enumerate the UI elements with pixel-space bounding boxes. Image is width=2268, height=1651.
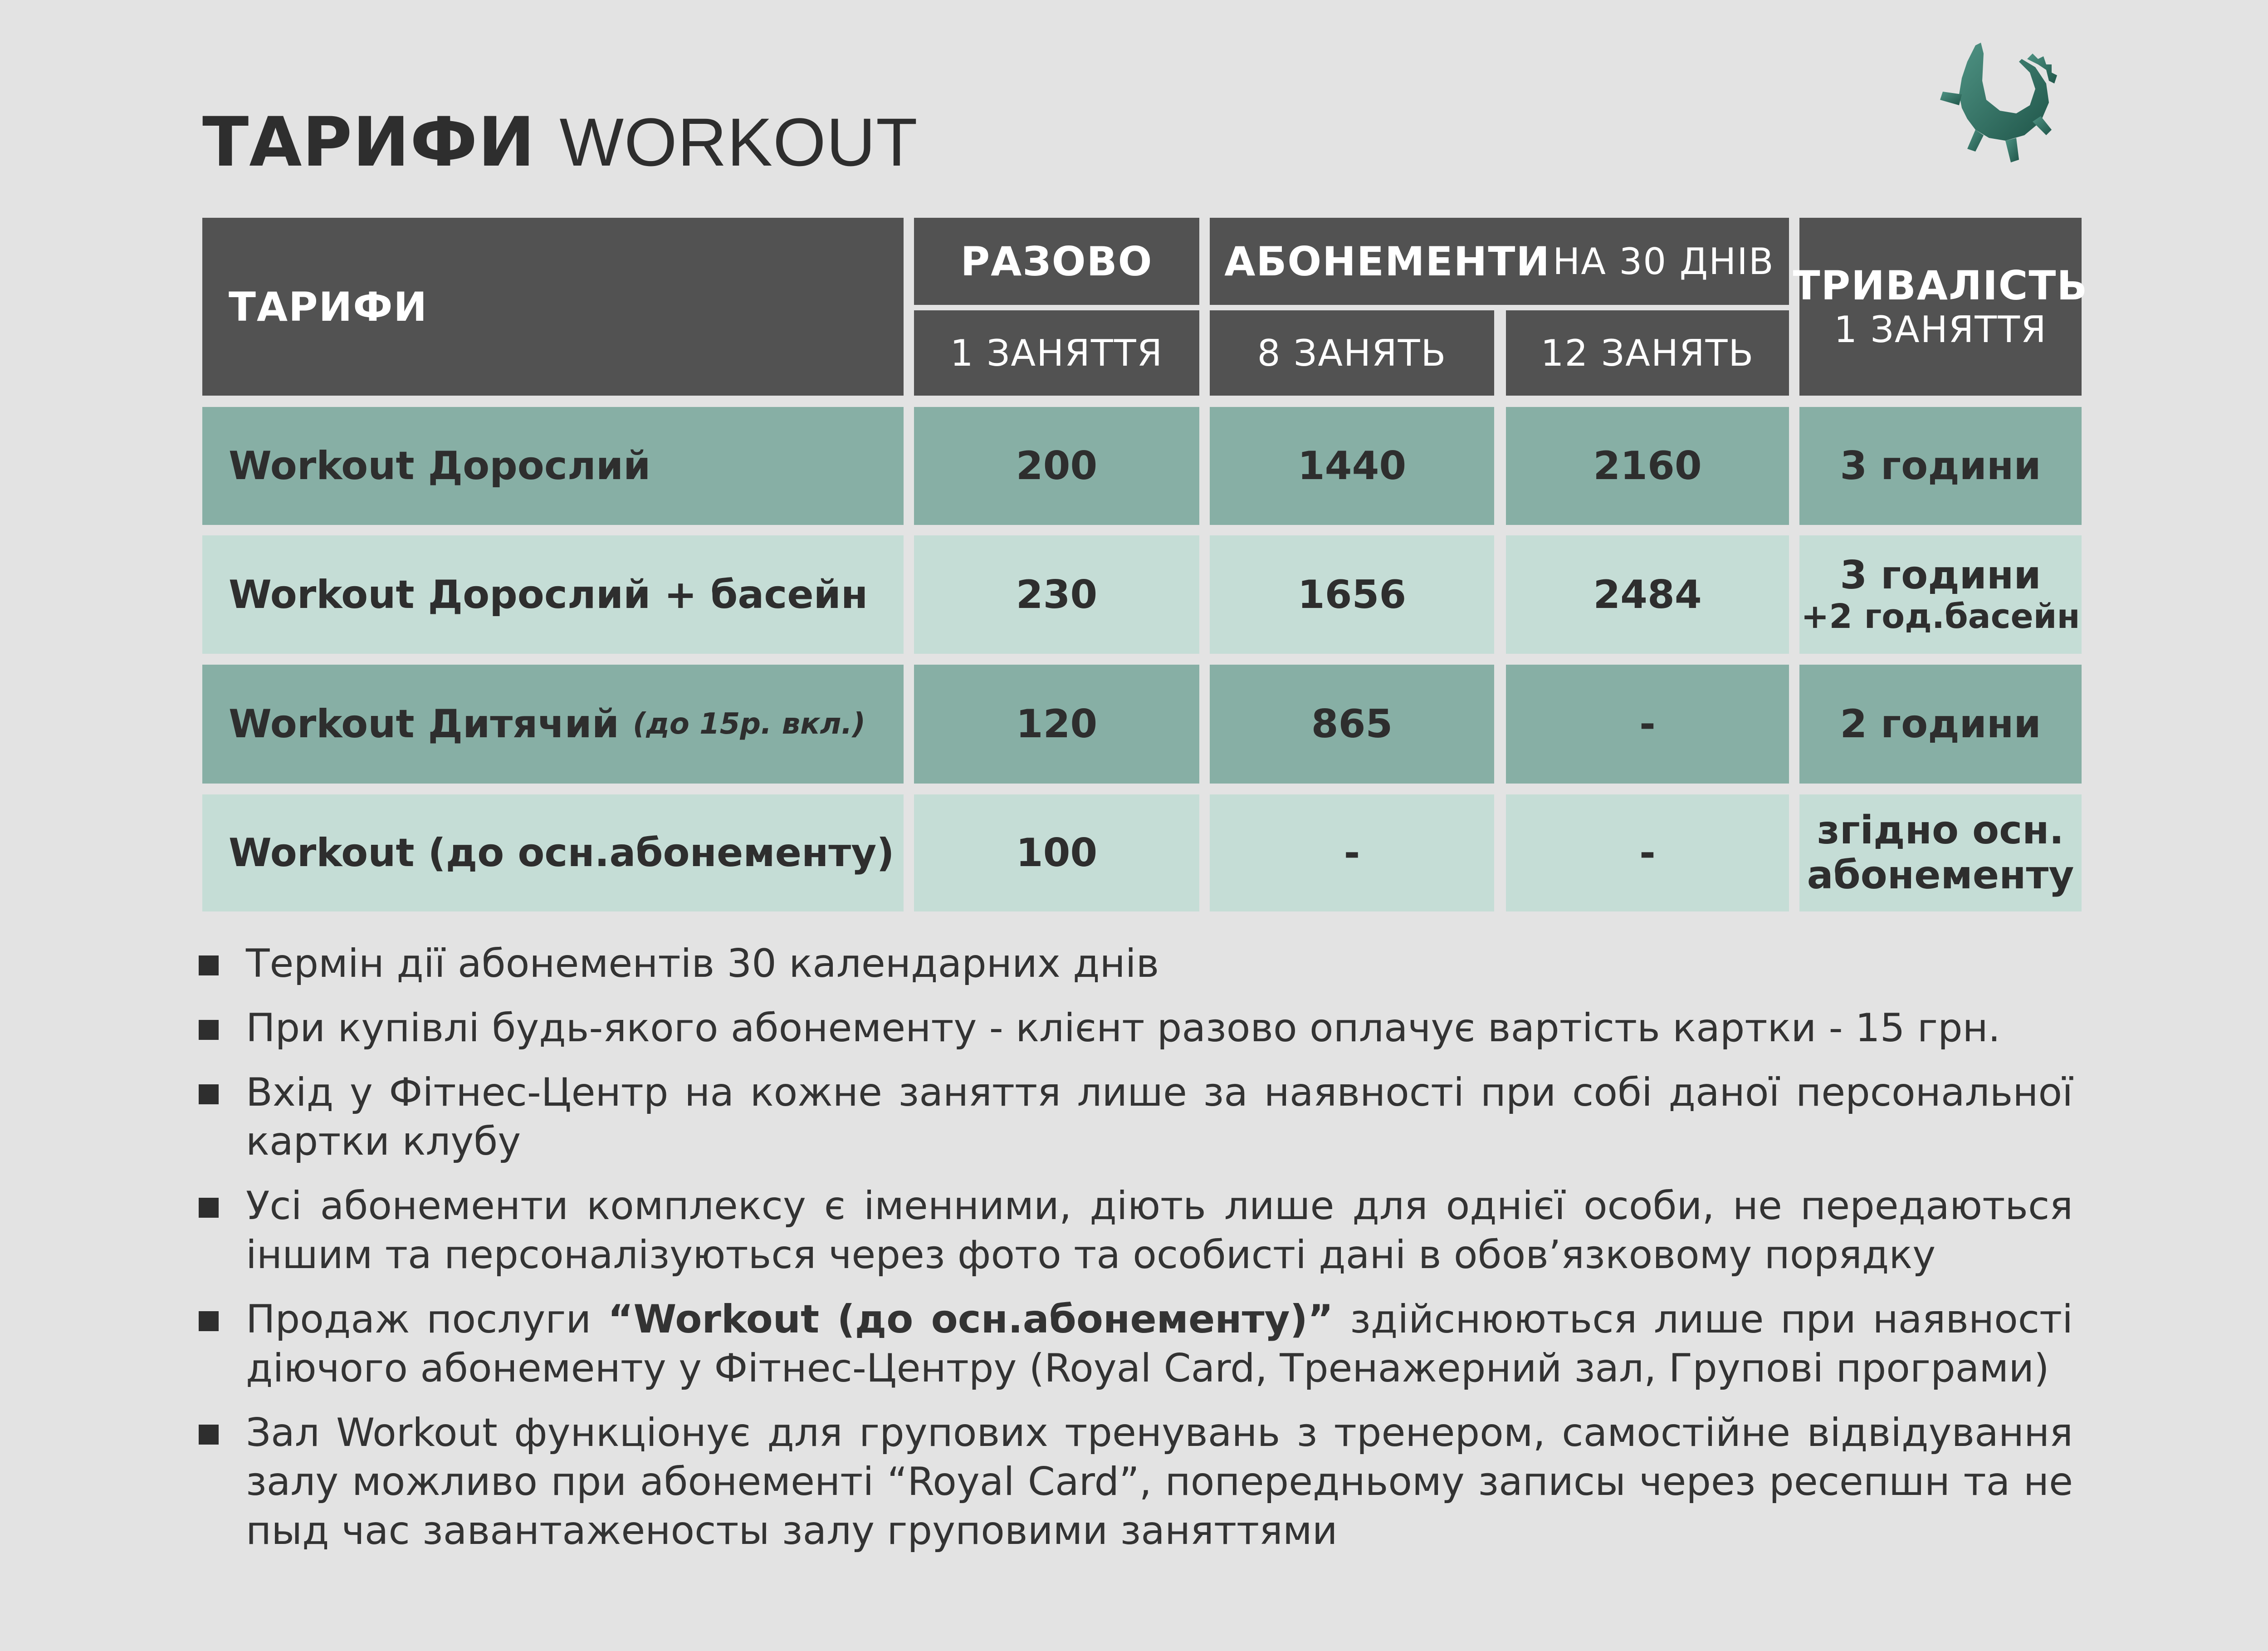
notes-list <box>195 939 2073 1571</box>
note-item-bold: “Workout (до осн.абонементу)” <box>608 1297 1334 1342</box>
row-4-sub8: - <box>1210 794 1494 911</box>
row-1-sub8: 1440 <box>1210 407 1494 525</box>
row-2-duration-main: 3 години <box>1840 552 2041 598</box>
header-subscriptions <box>1210 218 1789 305</box>
row-4-sub12: - <box>1506 794 1789 911</box>
row-4-duration <box>1799 794 2082 911</box>
row-2-duration <box>1799 535 2082 654</box>
header-sub8: 8 ЗАНЯТЬ <box>1210 310 1494 396</box>
note-item: При купівлі будь-якого абонементу - клієнт разово оплачує вартість картки - 15 грн. <box>195 1004 2073 1053</box>
note-item: Термін дії абонементів 30 календарних днів <box>195 939 2073 988</box>
row-3-name-main: Workout Дитячий <box>229 701 620 747</box>
header-single-sub: 1 ЗАНЯТТЯ <box>914 310 1199 396</box>
row-3-single: 120 <box>914 665 1199 784</box>
note-item: Зал Workout функціонує для групових тренувань з тренером, самостійне відвідування залу можливо при абонементі “Royal Card”, попередньому записы через ресепшн та не пыд час завантаженосты залу груповими заняттями <box>195 1408 2073 1555</box>
row-3-name <box>202 665 904 784</box>
page-title: ТАРИФИ WORKOUT <box>202 103 918 182</box>
row-1-name: Workout Дорослий <box>202 407 904 525</box>
header-duration-sub: 1 ЗАНЯТТЯ <box>1834 308 2047 351</box>
row-3-duration: 2 години <box>1799 665 2082 784</box>
row-2-duration-sub: +2 год.басейн <box>1801 597 2080 637</box>
row-1-duration: 3 години <box>1799 407 2082 525</box>
row-3-name-note: (до 15р. вкл.) <box>632 707 865 741</box>
row-4-single: 100 <box>914 794 1199 911</box>
row-1-single: 200 <box>914 407 1199 525</box>
row-2-sub8: 1656 <box>1210 535 1494 654</box>
row-3-sub8: 865 <box>1210 665 1494 784</box>
row-4-duration-sub: абонементу <box>1807 852 2074 898</box>
note-item-post: здійснюються лише при наявності діючого абонементу у Фітнес-Центру (Royal Card, Тренажерний зал, Групові програми) <box>246 1297 2073 1391</box>
header-single: РАЗОВО <box>914 218 1199 305</box>
header-duration <box>1793 218 2088 396</box>
header-duration-bold: ТРИВАЛІСТЬ <box>1793 262 2088 309</box>
note-item <box>195 1295 2073 1393</box>
note-item-pre: Продаж послуги <box>246 1297 608 1342</box>
row-3-sub12: - <box>1506 665 1789 784</box>
note-item: Вхід у Фітнес-Центр на кожне заняття лише за наявності при собі даної персональної картки клубу <box>195 1068 2073 1166</box>
row-4-name: Workout (до осн.абонементу) <box>202 794 904 911</box>
header-sub12: 12 ЗАНЯТЬ <box>1506 310 1789 396</box>
crocodile-logo-icon <box>1921 40 2057 176</box>
note-item: Усі абонементи комплексу є іменними, діють лише для однієї особи, не передаються іншим та персоналізуються через фото та особисті дані в обов’язковому порядку <box>195 1181 2073 1279</box>
row-2-name: Workout Дорослий + басейн <box>202 535 904 654</box>
header-tariffs: ТАРИФИ <box>202 218 904 396</box>
row-2-sub12: 2484 <box>1506 535 1789 654</box>
row-1-sub12: 2160 <box>1506 407 1789 525</box>
header-subscriptions-light: НА 30 ДНІВ <box>1553 240 1774 283</box>
header-subscriptions-bold: АБОНЕМЕНТИ <box>1224 238 1550 285</box>
row-2-single: 230 <box>914 535 1199 654</box>
row-4-duration-main: згідно осн. <box>1817 808 2064 853</box>
